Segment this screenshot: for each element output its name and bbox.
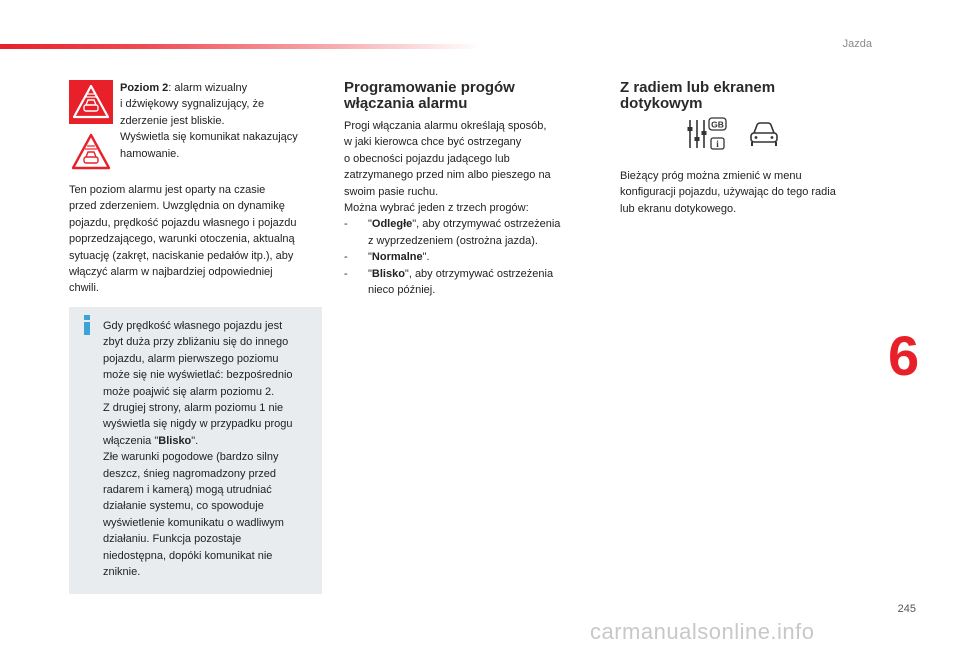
- text-line: o obecności pojazdu jadącego lub: [344, 152, 510, 165]
- text-line: swoim pasie ruchu.: [344, 185, 439, 198]
- text-fragment: ".: [191, 434, 199, 447]
- text-line: hamowanie.: [120, 147, 180, 160]
- list-dash: -: [344, 267, 348, 280]
- car-icon: [748, 120, 780, 148]
- text-line: może poajwić się alarm poziomu 2.: [103, 385, 275, 398]
- level2-label: Poziom 2: [120, 82, 169, 94]
- text-line: lub ekranu dotykowego.: [620, 202, 737, 215]
- thresholds-body: [344, 118, 589, 298]
- language-badge: GB: [711, 119, 724, 130]
- watermark: carmanualsonline.info: [590, 619, 815, 644]
- text-fragment: ", aby otrzymywać ostrzeżenia: [404, 267, 554, 280]
- text-line: zatrzymanego przed nim albo pieszego na: [344, 169, 551, 182]
- title-line: Z radiem lub ekranem: [620, 79, 776, 96]
- title-line: włączania alarmu: [344, 95, 468, 112]
- text-line: poprzedzającego, warunki otoczenia, aktualną: [69, 233, 295, 246]
- text-fragment: ", aby otrzymywać ostrzeżenia: [412, 218, 561, 231]
- text-line: : alarm wizualny: [168, 82, 248, 94]
- section-title-thresholds: [344, 80, 584, 112]
- text-line: pojazdu, prędkość pojazdu własnego i pojazdu: [69, 216, 297, 229]
- list-item: [344, 249, 589, 265]
- text-line: nieco później.: [368, 284, 436, 297]
- text-line: niedostępna, dopóki komunikat nie: [103, 549, 273, 562]
- text-line: radarem i kamerą) mogą utrudniać: [103, 484, 272, 497]
- page-number: 245: [897, 603, 916, 615]
- text-line: zbyt duża przy zbliżaniu się do innego: [103, 336, 289, 349]
- text-line: przed zderzeniem. Uwzględnia on dynamikę: [69, 200, 285, 213]
- text-line: wyświetla się nigdy w przypadku progu: [103, 418, 293, 431]
- text-line: w jaki kierowca chce być ostrzegany: [344, 136, 522, 149]
- text-line: z wyprzedzeniem (ostrożna jazda).: [368, 234, 538, 247]
- text-fragment: ": [368, 267, 372, 280]
- info-badge: i: [716, 139, 719, 149]
- threshold-name: Blisko: [158, 434, 192, 447]
- collision-alert-icon: [69, 80, 113, 124]
- threshold-name: Normalne: [371, 251, 423, 264]
- threshold-name: Blisko: [371, 267, 405, 280]
- text-line: Bieżący próg można zmienić w menu: [620, 170, 802, 182]
- text-line: sytuację (zakręt, naciskanie pedałów itp.), aby: [69, 249, 294, 262]
- text-line: Złe warunki pogodowe (bardzo silny: [103, 451, 279, 464]
- text-line: działanie systemu, co spowoduje: [103, 500, 264, 513]
- brake-warning-icon: [69, 130, 113, 174]
- text-line: pojazdu, alarm pierwszego poziomu: [103, 352, 279, 365]
- text-fragment: ".: [422, 251, 430, 264]
- text-line: deszcz, śnieg nagromadzony przed: [103, 467, 277, 480]
- info-note: [103, 318, 315, 581]
- text-line: Wyświetla się komunikat nakazujący: [120, 131, 298, 144]
- header-accent-bar: [0, 44, 480, 49]
- list-dash: -: [344, 218, 348, 231]
- section-name: Jazda: [842, 38, 872, 50]
- radio-touchscreen-body: [620, 168, 865, 217]
- alarm-level-paragraph: [69, 182, 324, 297]
- title-line: dotykowym: [620, 95, 703, 112]
- text-line: działaniu. Funkcja pozostaje: [103, 533, 242, 546]
- text-line: Progi włączania alarmu określają sposób,: [344, 120, 547, 132]
- text-line: zniknie.: [103, 566, 141, 579]
- text-line: może się nie wyświetlać: bezpośrednio: [103, 369, 293, 382]
- text-line: [103, 433, 315, 449]
- text-line: Można wybrać jeden z trzech progów:: [344, 202, 529, 215]
- text-line: Gdy prędkość własnego pojazdu jest: [103, 320, 283, 332]
- text-fragment: włączenia ": [103, 434, 159, 447]
- text-line: i dźwiękowy sygnalizujący, że: [120, 98, 265, 111]
- list-item: [344, 216, 589, 249]
- text-line: zderzenie jest bliskie.: [120, 114, 225, 127]
- text-fragment: ": [368, 218, 372, 231]
- settings-sliders-icon: [686, 117, 728, 151]
- list-dash: -: [344, 251, 348, 264]
- text-line: konfiguracji pojazdu, używając do tego radia: [620, 186, 836, 199]
- level2-description: [120, 80, 325, 162]
- text-line: Z drugiej strony, alarm poziomu 1 nie: [103, 402, 284, 415]
- title-line: Programowanie progów: [344, 79, 515, 96]
- text-fragment: ": [368, 251, 372, 264]
- text-line: chwili.: [69, 282, 99, 295]
- text-line: włączyć alarm w najbardziej odpowiedniej: [69, 266, 273, 279]
- threshold-name: Odległe: [371, 218, 413, 231]
- text-line: Ten poziom alarmu jest oparty na czasie: [69, 184, 266, 196]
- info-icon: [80, 315, 94, 335]
- chapter-number: 6: [888, 324, 920, 387]
- text-line: wyświetlenie komunikatu o wadliwym: [103, 516, 284, 529]
- list-item: [344, 266, 589, 299]
- section-title-radio-touchscreen: [620, 80, 860, 112]
